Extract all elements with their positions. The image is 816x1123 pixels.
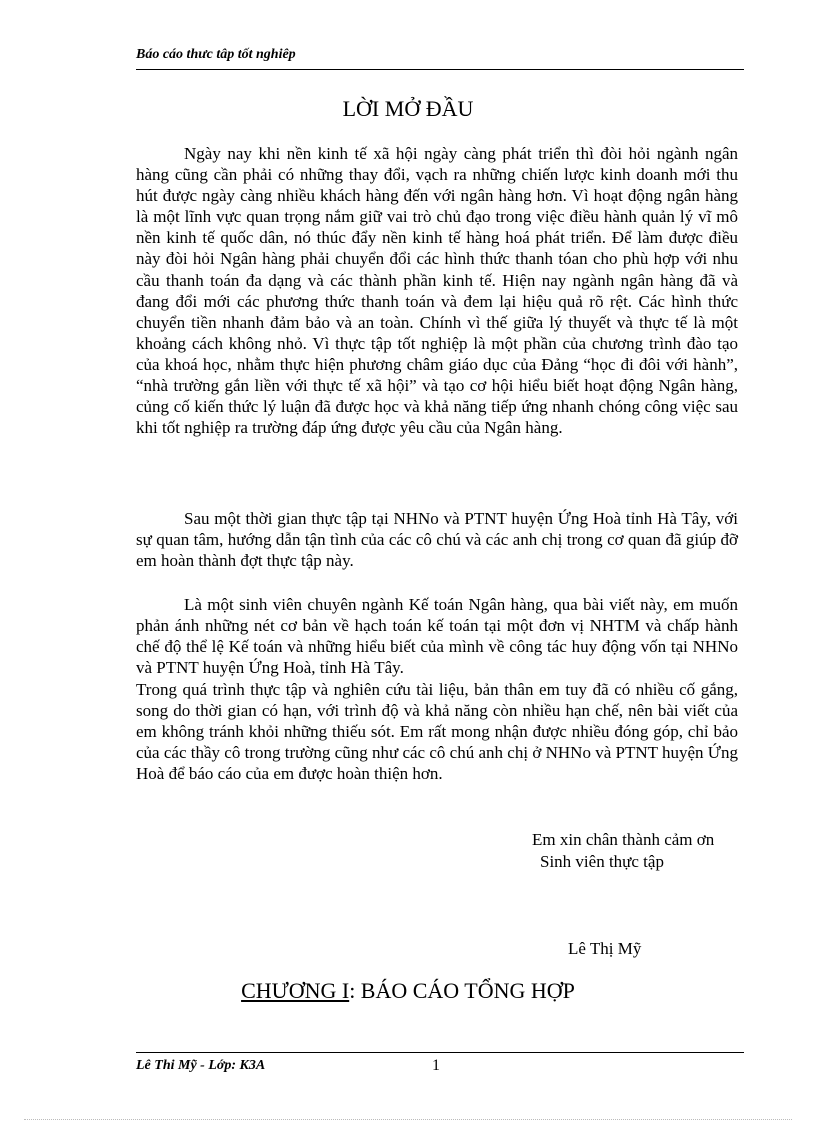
paragraph-acknowledgement: Trong quá trình thực tập và nghiên cứu tài liệu, bản thân em tuy đã có nhiều cố gắng, song do thời gian có hạn, với trình độ và khả năng còn nhiều hạn chế, nên bài viết của em không tránh khỏi những thiếu sót. Em rất mong nhận được nhiều đóng góp, chỉ bảo của các thầy cô trong trường cũng như các cô chú anh chị ở NHNo và PTNT huyện Ứng Hoà để báo cáo của em được hoàn thiện hơn. xyxy=(136,680,738,784)
footer-divider xyxy=(136,1052,744,1053)
closing-thanks: Em xin chân thành cảm ơn xyxy=(532,830,715,849)
page-boundary xyxy=(24,1119,792,1120)
header-divider xyxy=(136,69,744,70)
document-title: LỜI MỞ ĐẦU xyxy=(342,96,474,121)
running-header: Báo cáo thưc tâp tốt nghiêp xyxy=(136,47,296,62)
paragraph-intro: Ngày nay khi nền kinh tế xã hội ngày càng phát triển thì đòi hỏi ngành ngân hàng cũng cần phải có những thay đổi, vạch ra những chiến lược kinh doanh mới thu hút được ngày càng nhiều khách hàng đến với ngân hàng hơn. Vì hoạt động ngân hàng là một lĩnh vực quan trọng nắm giữ vai trò chủ đạo trong việc điều hành quản lý vĩ mô nền kinh tế quốc dân, nó thúc đẩy nền kinh tế hàng hoá phát triển. Để làm được điều này đòi hỏi Ngân hàng phải chuyển đổi các hình thức thanh tóan cho phù hợp với nhu cầu thanh toán đa dạng và các thành phần kinh tế. Hiện nay ngành ngân hàng đã và đang đổi mới các phương thức thanh toán và đem lại hiệu quả rõ rệt. Các hình thức chuyển tiền nhanh đảm bảo và an toàn. Chính vì thế giữa lý thuyết và thực tế là một khoảng cách không nhỏ. Vì thực tập tốt nghiệp là một phần của chương trình đào tạo của khoá học, nhằm thực hiện phương châm giáo dục của Đảng “học đi đôi với hành”, “nhà trường gắn liền với thực tế xã hội” và tạo cơ hội hiểu biết hoạt động Ngân hàng, củng cố kiến thức lý luận đã được học và khả năng tiếp ứng nhanh chóng công việc sau khi tốt nghiệp ra trường đáp ứng được yêu cầu của Ngân hàng. xyxy=(136,144,738,438)
chapter-label: CHƯƠNG I xyxy=(241,978,350,1003)
page-number: 1 xyxy=(432,1057,440,1074)
paragraph-purpose: Là một sinh viên chuyên ngành Kế toán Ngân hàng, qua bài viết này, em muốn phản ánh những nét cơ bản về hạch toán kế toán tại một đơn vị NHTM và chấp hành chế độ thể lệ Kế toán và những hiểu biết của mình về công tác huy động vốn tại NHNo và PTNT huyện Ứng Hoà, tỉnh Hà Tây. xyxy=(136,595,738,678)
chapter-heading xyxy=(0,978,816,1004)
footer-author: Lê Thi Mỹ - Lớp: K3A xyxy=(136,1058,266,1073)
paragraph-internship: Sau một thời gian thực tập tại NHNo và PTNT huyện Ứng Hoà tỉnh Hà Tây, với sự quan tâm, hướng dẫn tận tình của các cô chú và các anh chị trong cơ quan đã giúp đỡ em hoàn thành đợt thực tập này. xyxy=(136,509,738,571)
closing-role: Sinh viên thực tập xyxy=(540,852,664,871)
chapter-title: : BÁO CÁO TỔNG HỢP xyxy=(349,978,575,1003)
author-signature-name: Lê Thị Mỹ xyxy=(568,939,642,958)
